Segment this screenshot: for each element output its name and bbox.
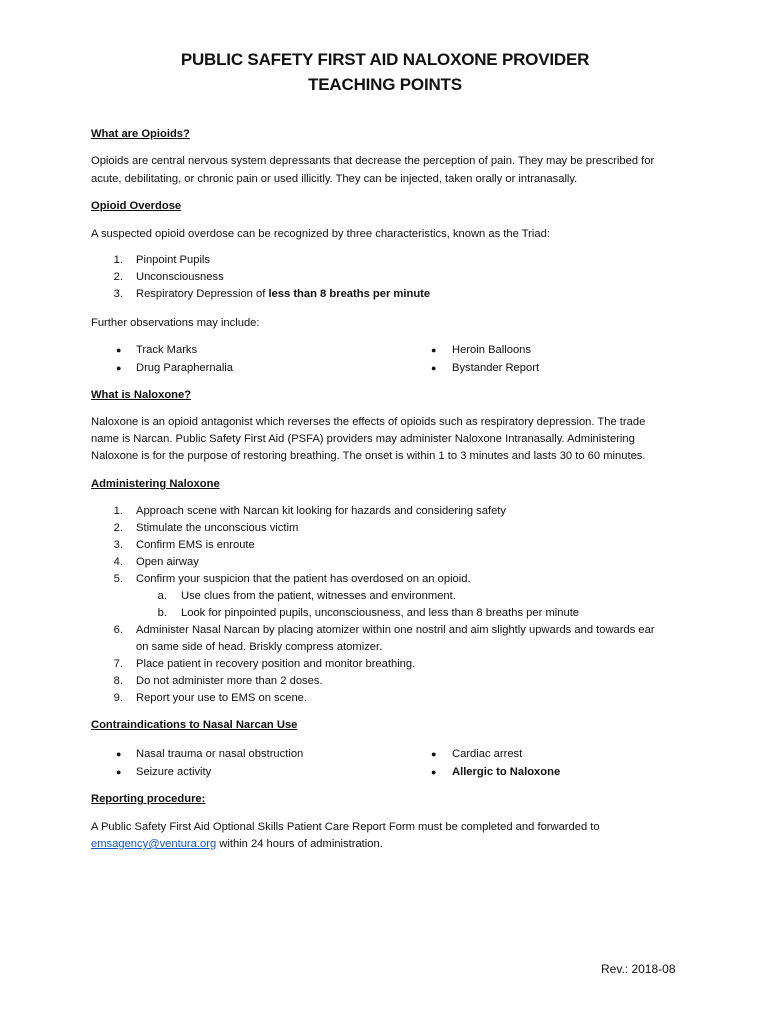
step-text: Report your use to EMS on scene.: [136, 692, 308, 704]
step-text: Stimulate the unconscious victim: [136, 522, 299, 534]
reporting-heading: Reporting procedure:: [91, 793, 206, 805]
bullet: ●: [116, 363, 122, 373]
opioids-para-line2: acute, debilitating, or chronic pain or used illicitly. They can be injected, taken orally or intranasally.: [91, 173, 578, 185]
step-text: Approach scene with Narcan kit looking for hazards and considering safety: [136, 505, 507, 517]
substep-text: Look for pinpointed pupils, unconsciousness, and less than 8 breaths per minute: [181, 607, 580, 619]
step-number: 3.: [113, 539, 123, 551]
overdose-heading: Opioid Overdose: [91, 200, 182, 212]
triad-item: Unconsciousness: [136, 271, 224, 283]
step-text: Do not administer more than 2 doses.: [136, 675, 323, 687]
reporting-para-line2-rest: within 24 hours of administration.: [216, 838, 383, 850]
contraindication-item: Nasal trauma or nasal obstruction: [136, 748, 304, 760]
step-number: 8.: [113, 675, 123, 687]
triad-item-bold: less than 8 breaths per minute: [268, 288, 431, 300]
step-text: Confirm EMS is enroute: [136, 539, 255, 551]
administering-heading: Administering Naloxone: [91, 478, 220, 490]
triad-item: Pinpoint Pupils: [136, 254, 211, 266]
step-text: Open airway: [136, 556, 199, 568]
opioids-para-line1: Opioids are central nervous system depressants that decrease the perception of pain. They may be prescribed for: [91, 155, 655, 167]
triad-number: 2.: [113, 271, 123, 283]
step-number: 9.: [113, 692, 123, 704]
triad-item-text: Respiratory Depression of: [136, 288, 269, 300]
naloxone-para-line3: Naloxone is for the purpose of restoring breathing. The onset is within 1 to 3 minutes and lasts 30 to 60 minutes.: [91, 450, 646, 462]
step-text-continued: on same side of head. Briskly compress atomizer.: [136, 641, 383, 653]
naloxone-heading: What is Naloxone?: [91, 389, 192, 401]
overdose-intro: A suspected opioid overdose can be recognized by three characteristics, known as the Triad:: [91, 228, 550, 240]
substep-letter: b.: [157, 607, 167, 619]
contraindication-item-bold: Allergic to Naloxone: [452, 766, 561, 778]
naloxone-para-line2: name is Narcan. Public Safety First Aid (PSFA) providers may administer Naloxone Intranasally. Administering: [91, 433, 635, 445]
page-title-line1: PUBLIC SAFETY FIRST AID NALOXONE PROVIDER: [180, 50, 590, 69]
bullet: ●: [431, 767, 437, 777]
observation-item: Bystander Report: [452, 362, 540, 374]
triad-item: [136, 286, 430, 303]
step-number: 7.: [113, 658, 123, 670]
step-number: 1.: [113, 505, 123, 517]
email-link[interactable]: emsagency@ventura.org: [91, 838, 217, 850]
step-text: Administer Nasal Narcan by placing atomizer within one nostril and aim slightly upwards and towards ear: [136, 624, 655, 636]
contraindication-item: Seizure activity: [136, 766, 212, 778]
bullet: ●: [431, 345, 437, 355]
step-number: 5.: [113, 573, 123, 585]
substep-letter: a.: [157, 590, 167, 602]
bullet: ●: [431, 749, 437, 759]
contraindication-item: Cardiac arrest: [452, 748, 523, 760]
bullet: ●: [116, 767, 122, 777]
observation-item: Drug Paraphernalia: [136, 362, 234, 374]
step-number: 4.: [113, 556, 123, 568]
triad-number: 3.: [113, 288, 123, 300]
step-text: Place patient in recovery position and monitor breathing.: [136, 658, 416, 670]
bullet: ●: [116, 749, 122, 759]
observation-item: Track Marks: [136, 344, 198, 356]
bullet: ●: [116, 345, 122, 355]
step-text: Confirm your suspicion that the patient has overdosed on an opioid.: [136, 573, 471, 585]
naloxone-para-line1: Naloxone is an opioid antagonist which reverses the effects of opioids such as respiratory depression. The trade: [91, 416, 646, 428]
reporting-para-line1: A Public Safety First Aid Optional Skills Patient Care Report Form must be completed and forwarded to: [91, 821, 600, 833]
observation-item: Heroin Balloons: [452, 344, 531, 356]
revision-label: Rev.: 2018-08: [601, 962, 676, 976]
step-number: 2.: [113, 522, 123, 534]
opioids-heading: What are Opioids?: [91, 128, 190, 140]
step-number: 6.: [113, 624, 123, 636]
triad-number: 1.: [113, 254, 123, 266]
further-observations: Further observations may include:: [91, 317, 260, 329]
reporting-para-line2: [91, 836, 383, 853]
substep-text: Use clues from the patient, witnesses and environment.: [181, 590, 456, 602]
bullet: ●: [431, 363, 437, 373]
contraindications-heading: Contraindications to Nasal Narcan Use: [91, 719, 298, 731]
page-title-line2: TEACHING POINTS: [308, 75, 462, 94]
